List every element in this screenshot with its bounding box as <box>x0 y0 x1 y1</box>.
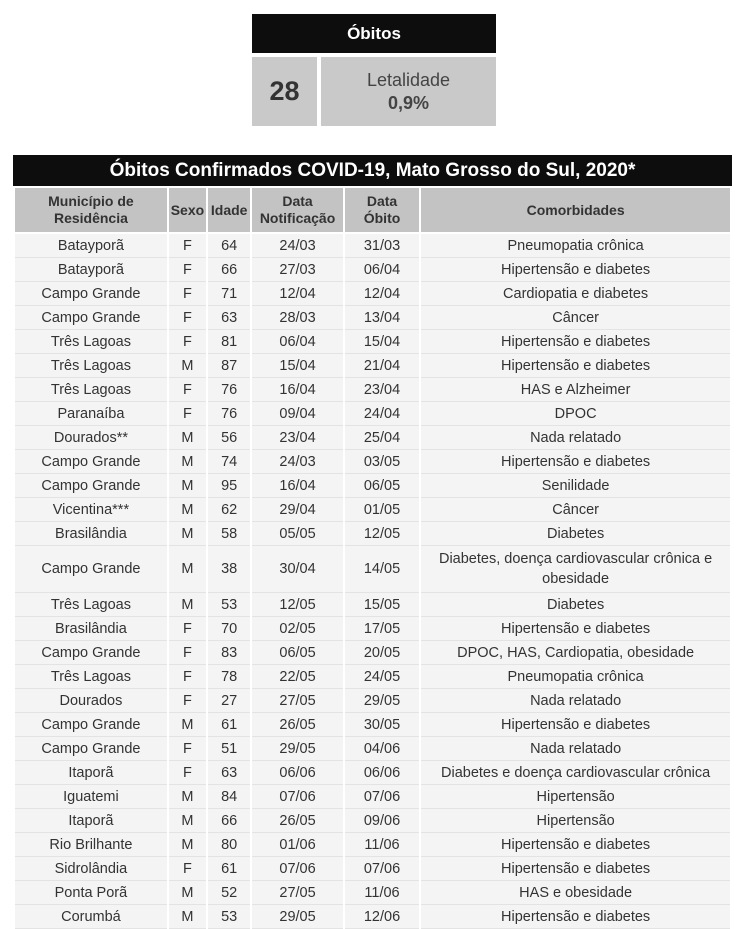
cell-municipio: Vicentina*** <box>15 498 167 522</box>
table-row <box>15 522 730 546</box>
cell-data-notificacao: 06/06 <box>252 761 343 785</box>
cell-sexo: F <box>169 378 206 402</box>
cell-data-obito: 24/04 <box>345 402 419 426</box>
cell-sexo: F <box>169 689 206 713</box>
cell-municipio: Sidrolândia <box>15 857 167 881</box>
table-row <box>15 761 730 785</box>
cell-sexo: M <box>169 354 206 378</box>
table-header-row <box>15 188 730 234</box>
cell-comorbidades: Hipertensão e diabetes <box>421 330 730 354</box>
cell-municipio: Campo Grande <box>15 713 167 737</box>
cell-comorbidades: Senilidade <box>421 474 730 498</box>
cell-municipio: Paranaíba <box>15 402 167 426</box>
cell-municipio: Rio Brilhante <box>15 833 167 857</box>
cell-data-obito: 07/06 <box>345 857 419 881</box>
cell-sexo: F <box>169 234 206 258</box>
cell-municipio: Campo Grande <box>15 737 167 761</box>
cell-municipio: Dourados <box>15 689 167 713</box>
cell-data-notificacao: 12/04 <box>252 282 343 306</box>
cell-idade: 27 <box>208 689 250 713</box>
cell-data-notificacao: 26/05 <box>252 713 343 737</box>
cell-comorbidades: Câncer <box>421 498 730 522</box>
cell-idade: 51 <box>208 737 250 761</box>
cell-idade: 83 <box>208 641 250 665</box>
cell-data-notificacao: 29/04 <box>252 498 343 522</box>
cell-data-obito: 30/05 <box>345 713 419 737</box>
cell-data-notificacao: 12/05 <box>252 593 343 617</box>
cell-data-notificacao: 05/05 <box>252 522 343 546</box>
table-row <box>15 809 730 833</box>
cell-data-obito: 25/04 <box>345 426 419 450</box>
table-row <box>15 282 730 306</box>
cell-comorbidades: Nada relatado <box>421 689 730 713</box>
cell-data-obito: 06/06 <box>345 761 419 785</box>
table-row <box>15 641 730 665</box>
cell-comorbidades: Hipertensão e diabetes <box>421 857 730 881</box>
cell-municipio: Três Lagoas <box>15 354 167 378</box>
header-comorbidades: Comorbidades <box>421 188 730 234</box>
cell-idade: 53 <box>208 905 250 929</box>
cell-comorbidades: Hipertensão <box>421 785 730 809</box>
cell-municipio: Dourados** <box>15 426 167 450</box>
cell-idade: 56 <box>208 426 250 450</box>
cell-data-obito: 12/06 <box>345 905 419 929</box>
cell-idade: 70 <box>208 617 250 641</box>
cell-sexo: M <box>169 474 206 498</box>
cell-comorbidades: Diabetes, doença cardiovascular crônica e obesidade <box>421 546 730 593</box>
cell-data-obito: 11/06 <box>345 833 419 857</box>
cell-data-obito: 06/05 <box>345 474 419 498</box>
cell-municipio: Brasilândia <box>15 617 167 641</box>
cell-comorbidades: Câncer <box>421 306 730 330</box>
letalidade-value: 0,9% <box>387 92 430 113</box>
cell-municipio: Campo Grande <box>15 450 167 474</box>
cell-sexo: M <box>169 546 206 593</box>
cell-data-obito: 09/06 <box>345 809 419 833</box>
cell-idade: 78 <box>208 665 250 689</box>
cell-idade: 76 <box>208 378 250 402</box>
cell-data-obito: 04/06 <box>345 737 419 761</box>
cell-municipio: Campo Grande <box>15 546 167 593</box>
cell-data-obito: 12/04 <box>345 282 419 306</box>
cell-municipio: Brasilândia <box>15 522 167 546</box>
cell-comorbidades: Hipertensão e diabetes <box>421 354 730 378</box>
cell-sexo: M <box>169 809 206 833</box>
cell-idade: 74 <box>208 450 250 474</box>
cell-comorbidades: Diabetes <box>421 593 730 617</box>
cell-sexo: M <box>169 593 206 617</box>
cell-municipio: Três Lagoas <box>15 330 167 354</box>
table-row <box>15 426 730 450</box>
cell-comorbidades: Nada relatado <box>421 426 730 450</box>
cell-data-notificacao: 24/03 <box>252 450 343 474</box>
cell-data-notificacao: 30/04 <box>252 546 343 593</box>
cell-sexo: M <box>169 905 206 929</box>
cell-idade: 52 <box>208 881 250 905</box>
cell-sexo: M <box>169 713 206 737</box>
cell-idade: 38 <box>208 546 250 593</box>
cell-comorbidades: Hipertensão e diabetes <box>421 617 730 641</box>
cell-data-notificacao: 27/05 <box>252 689 343 713</box>
cell-comorbidades: Hipertensão e diabetes <box>421 833 730 857</box>
cell-idade: 63 <box>208 761 250 785</box>
table-row <box>15 689 730 713</box>
cell-data-notificacao: 29/05 <box>252 737 343 761</box>
table-row <box>15 785 730 809</box>
cell-sexo: F <box>169 737 206 761</box>
cell-idade: 84 <box>208 785 250 809</box>
cell-municipio: Batayporã <box>15 258 167 282</box>
cell-comorbidades: Hipertensão e diabetes <box>421 713 730 737</box>
cell-data-obito: 23/04 <box>345 378 419 402</box>
obitos-table <box>13 188 732 929</box>
table-row <box>15 857 730 881</box>
table-row <box>15 402 730 426</box>
cell-data-notificacao: 29/05 <box>252 905 343 929</box>
cell-comorbidades: Diabetes <box>421 522 730 546</box>
cell-sexo: M <box>169 522 206 546</box>
letalidade-label: Letalidade <box>366 69 451 90</box>
cell-municipio: Iguatemi <box>15 785 167 809</box>
cell-sexo: F <box>169 857 206 881</box>
cell-comorbidades: DPOC <box>421 402 730 426</box>
table-row <box>15 378 730 402</box>
cell-sexo: F <box>169 665 206 689</box>
cell-data-notificacao: 06/04 <box>252 330 343 354</box>
table-row <box>15 905 730 929</box>
cell-municipio: Três Lagoas <box>15 665 167 689</box>
cell-idade: 87 <box>208 354 250 378</box>
cell-idade: 66 <box>208 258 250 282</box>
cell-comorbidades: Hipertensão e diabetes <box>421 450 730 474</box>
cell-data-notificacao: 09/04 <box>252 402 343 426</box>
cell-sexo: F <box>169 402 206 426</box>
table-row <box>15 330 730 354</box>
cell-comorbidades: Cardiopatia e diabetes <box>421 282 730 306</box>
cell-municipio: Três Lagoas <box>15 593 167 617</box>
table-row <box>15 713 730 737</box>
cell-data-obito: 07/06 <box>345 785 419 809</box>
cell-data-obito: 15/04 <box>345 330 419 354</box>
cell-municipio: Campo Grande <box>15 282 167 306</box>
letalidade-box <box>321 57 496 126</box>
cell-comorbidades: Hipertensão <box>421 809 730 833</box>
cell-municipio: Itaporã <box>15 809 167 833</box>
cell-sexo: F <box>169 330 206 354</box>
cell-data-obito: 13/04 <box>345 306 419 330</box>
cell-data-obito: 29/05 <box>345 689 419 713</box>
cell-comorbidades: Hipertensão e diabetes <box>421 905 730 929</box>
cell-data-notificacao: 02/05 <box>252 617 343 641</box>
header-municipio: Município de Residência <box>15 188 167 234</box>
cell-data-obito: 06/04 <box>345 258 419 282</box>
cell-municipio: Ponta Porã <box>15 881 167 905</box>
cell-data-obito: 24/05 <box>345 665 419 689</box>
cell-idade: 61 <box>208 857 250 881</box>
cell-data-notificacao: 28/03 <box>252 306 343 330</box>
cell-comorbidades: HAS e obesidade <box>421 881 730 905</box>
cell-idade: 66 <box>208 809 250 833</box>
cell-idade: 58 <box>208 522 250 546</box>
table-row <box>15 234 730 258</box>
cell-idade: 53 <box>208 593 250 617</box>
cell-idade: 62 <box>208 498 250 522</box>
cell-idade: 61 <box>208 713 250 737</box>
cell-data-notificacao: 16/04 <box>252 378 343 402</box>
cell-municipio: Itaporã <box>15 761 167 785</box>
cell-comorbidades: Pneumopatia crônica <box>421 665 730 689</box>
header-sexo: Sexo <box>169 188 206 234</box>
obitos-count: 28 <box>252 57 317 126</box>
table-row <box>15 450 730 474</box>
table-row <box>15 593 730 617</box>
cell-sexo: F <box>169 306 206 330</box>
cell-sexo: M <box>169 785 206 809</box>
cell-data-notificacao: 07/06 <box>252 785 343 809</box>
cell-data-notificacao: 23/04 <box>252 426 343 450</box>
cell-idade: 95 <box>208 474 250 498</box>
cell-sexo: M <box>169 498 206 522</box>
cell-comorbidades: Pneumopatia crônica <box>421 234 730 258</box>
cell-sexo: F <box>169 282 206 306</box>
cell-data-notificacao: 24/03 <box>252 234 343 258</box>
table-row <box>15 306 730 330</box>
table-row <box>15 474 730 498</box>
cell-data-obito: 12/05 <box>345 522 419 546</box>
header-idade: Idade <box>208 188 250 234</box>
table-row <box>15 617 730 641</box>
table-row <box>15 665 730 689</box>
cell-sexo: M <box>169 881 206 905</box>
cell-comorbidades: Diabetes e doença cardiovascular crônica <box>421 761 730 785</box>
cell-idade: 80 <box>208 833 250 857</box>
table-row <box>15 737 730 761</box>
cell-municipio: Três Lagoas <box>15 378 167 402</box>
cell-data-obito: 11/06 <box>345 881 419 905</box>
cell-idade: 63 <box>208 306 250 330</box>
cell-sexo: M <box>169 833 206 857</box>
cell-data-notificacao: 01/06 <box>252 833 343 857</box>
obitos-title: Óbitos <box>252 14 496 53</box>
cell-sexo: F <box>169 258 206 282</box>
cell-sexo: F <box>169 641 206 665</box>
cell-idade: 64 <box>208 234 250 258</box>
cell-idade: 81 <box>208 330 250 354</box>
cell-data-notificacao: 15/04 <box>252 354 343 378</box>
table-row <box>15 881 730 905</box>
cell-comorbidades: Hipertensão e diabetes <box>421 258 730 282</box>
cell-comorbidades: Nada relatado <box>421 737 730 761</box>
cell-municipio: Campo Grande <box>15 641 167 665</box>
cell-data-notificacao: 26/05 <box>252 809 343 833</box>
cell-data-notificacao: 07/06 <box>252 857 343 881</box>
cell-idade: 76 <box>208 402 250 426</box>
cell-sexo: M <box>169 426 206 450</box>
cell-data-obito: 20/05 <box>345 641 419 665</box>
cell-data-obito: 15/05 <box>345 593 419 617</box>
cell-data-obito: 21/04 <box>345 354 419 378</box>
table-row <box>15 354 730 378</box>
cell-data-notificacao: 16/04 <box>252 474 343 498</box>
table-row <box>15 546 730 593</box>
cell-data-obito: 14/05 <box>345 546 419 593</box>
cell-comorbidades: HAS e Alzheimer <box>421 378 730 402</box>
cell-data-notificacao: 27/05 <box>252 881 343 905</box>
cell-sexo: F <box>169 617 206 641</box>
cell-data-obito: 01/05 <box>345 498 419 522</box>
cell-data-notificacao: 27/03 <box>252 258 343 282</box>
table-title: Óbitos Confirmados COVID-19, Mato Grosso do Sul, 2020* <box>13 155 732 186</box>
cell-municipio: Campo Grande <box>15 474 167 498</box>
cell-data-obito: 03/05 <box>345 450 419 474</box>
header-data-notificacao: Data Notificação <box>252 188 343 234</box>
cell-comorbidades: DPOC, HAS, Cardiopatia, obesidade <box>421 641 730 665</box>
cell-data-notificacao: 22/05 <box>252 665 343 689</box>
table-row <box>15 498 730 522</box>
cell-data-obito: 17/05 <box>345 617 419 641</box>
header-data-obito: Data Óbito <box>345 188 419 234</box>
cell-idade: 71 <box>208 282 250 306</box>
table-row <box>15 833 730 857</box>
cell-sexo: M <box>169 450 206 474</box>
cell-municipio: Campo Grande <box>15 306 167 330</box>
cell-data-obito: 31/03 <box>345 234 419 258</box>
cell-municipio: Batayporã <box>15 234 167 258</box>
table-row <box>15 258 730 282</box>
cell-sexo: F <box>169 761 206 785</box>
cell-municipio: Corumbá <box>15 905 167 929</box>
cell-data-notificacao: 06/05 <box>252 641 343 665</box>
